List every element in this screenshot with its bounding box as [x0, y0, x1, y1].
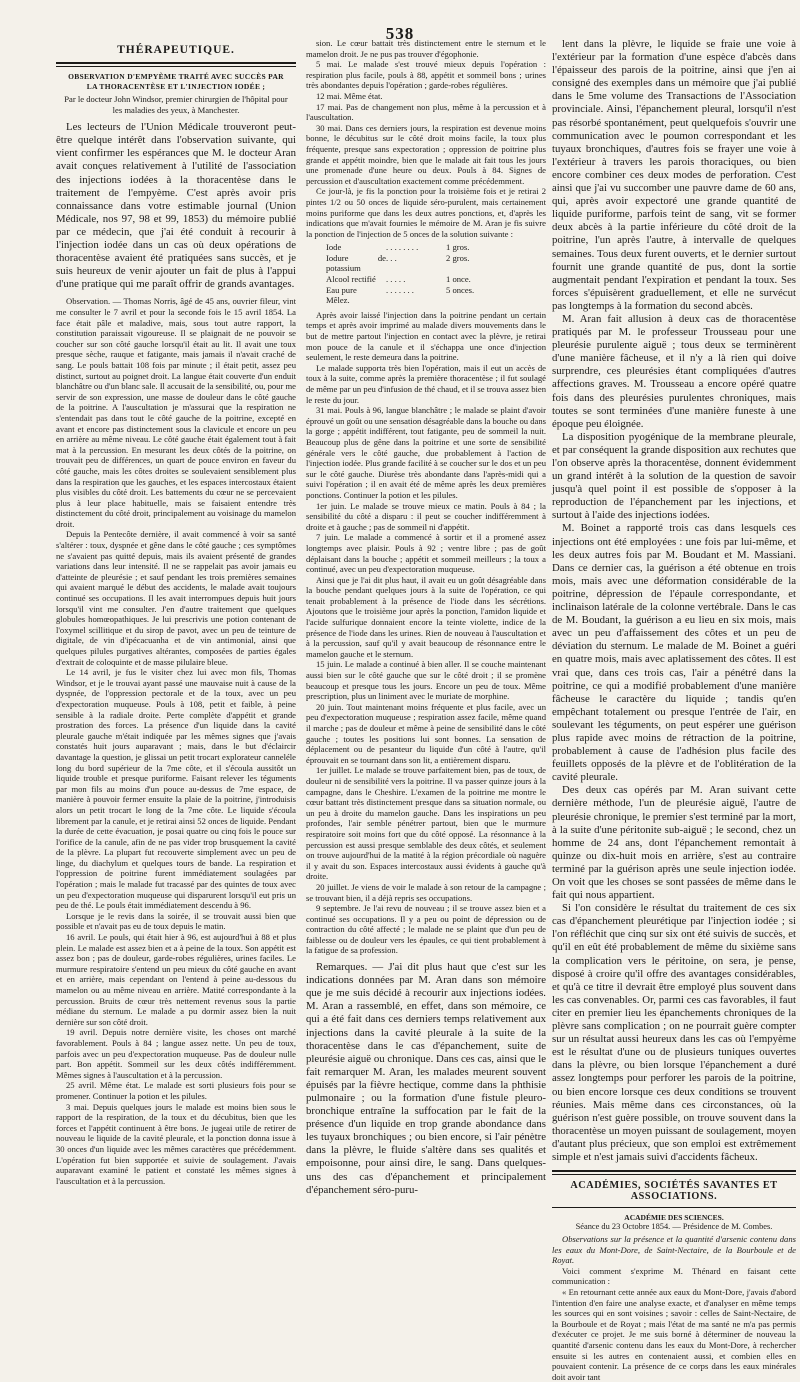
column-left — [56, 38, 296, 1186]
formula-ingredient: Iodure de potassium — [326, 252, 386, 274]
col2-paragraph: 30 mai. Dans ces derniers jours, la respiration est devenue moins bonne, le décubitus sur le côté droit moins facile, la toux plus fréquente, presque sans expectoration ; oppression de poitrine plus grande et appétit moindre, bien que le malade ait fait tous les jours une promenade d'une heure ou deux. Pouls à 84. Signes de percussion et d'auscultation exactement comme précédemment. — [306, 122, 546, 186]
remarks-paragraph: Remarques. — J'ai dit plus haut que c'est sur les indications données par M. Aran dans son mémoire que je me suis décidé à recourir aux injections iodées. M. Aran a rassemblé, en effet, dans son mémoire, ce qui a été fait dans ces derniers temps relativement aux injections dans la cavité pleurale à la suite de la thoracentèse dans le cas d'épanchement, suite de pleurésie aiguë ou chronique. Dans ces cas, ainsi que le fait remarquer M. Aran, les malades meurent souvent épuisés par la fièvre hectique, comme dans la phthisie pulmonaire ; ou la formation d'une fistule pleuro-bronchique entraîne la suffocation par le fait de la présence d'un liquide en trop grande abondance dans les tuyaux bronchiques ; ou bien encore, si l'air pénètre dans la plèvre, le fluide s'altère dans ses qualités et empoisonne, pour ainsi dire, le sang. Dans quelques-uns des cas d'épanchement et principalement d'épanchement séro-puru- — [306, 961, 546, 1196]
formula-amount: 5 onces. — [446, 284, 475, 295]
formula-row — [326, 242, 496, 253]
title-rule — [56, 62, 296, 67]
section-rule — [552, 1170, 796, 1175]
column-right — [552, 38, 796, 1382]
article-title: OBSERVATION D'EMPYÈME TRAITÉ AVEC SUCCÈS PAR LA THORACENTÈSE ET L'INJECTION IODÉE ; — [68, 72, 284, 91]
col2-paragraph: 31 mai. Pouls à 96, langue blanchâtre ; le malade se plaint d'avoir éprouvé un goût ou une sensation désagréable dans la bouche ou dans la gorge ; appétit indifférent, tout fatigante, peu de sommeil la nuit. Beaucoup plus de gêne dans la poitrine et une sorte de sensibilité générale vers le côté gauche, due probablement à l'action de l'injection iodée. Plus grande facilité à se coucher sur le dos et un peu sur le côté gauche. Diurèse très abondante dans l'après-midi qui a suivi l'opération ; il en avait été de même après les deux premières ponctions. Continuer la potion et les pilules. — [306, 405, 546, 500]
col1-paragraph: 16 avril. Le pouls, qui était hier à 96, est aujourd'hui à 88 et plus plein. Le malade est assez bien et a à peine de la toux. Son appétit est assez bon ; pas de douleur, garde-robes régulières, urines faciles. Le murmure respiratoire s'entend un peu mieux du côté gauche en avant et en arrière, mais cependant on l'entend à peine au-dessous du mamelon ou au même niveau en arrière. Matité correspondante à la percussion. Bruits de cœur très nettement revenus sous la partie médiane du sternum. Le malade a pu dormir assez bien la nuit dernière sur son côté droit. — [56, 932, 296, 1027]
col3-paragraph: lent dans la plèvre, le liquide se fraie une voie à l'extérieur par la formation d'une espèce d'abcès dans l'épaisseur des parois de la poitrine, ainsi que j'en ai consigné des exemples dans un mémoire que j'ai publié dans le 5me volume des Transactions de l'Association provinciale. Ainsi, l'épanchement pleural, lorsqu'il n'est pas résorbé spontanément, peut quelquefois s'ouvrir une communication avec le poumon correspondant et les tuyaux bronchiques, d'autres fois se frayer une voie à l'extérieur à travers les parois thoraciques, ou bien encore combiner ces deux modes de perforation. C'est ainsi que j'ai vu succomber une pauvre dame de 60 ans, qui, après avoir expectoré une grande quantité de liquide puriforme, parfois teint de sang, vit se former deux abcès à la partie inférieure du côté droit de la poitrine, l'un après l'autre, à intervalle de quelques semaines. Tous deux furent ouverts, et le dernier surtout fournit une grande quantité de pus, dont la sortie augmentait pendant l'expiration et pendant la toux. Ses forces s'épuisèrent graduellement, et elle ne survécut pas longtemps à la formation du second abcès. — [552, 38, 796, 312]
col2-paragraph: 7 juin. Le malade a commencé à sortir et il a promené assez longtemps avec plaisir. Pouls à 92 ; ventre libre ; pas de goût déplaisant dans la bouche ; appétit et sommeil meilleurs ; la toux a continué, avec un peu d'expectoration muqueuse. — [306, 532, 546, 575]
col3-paragraph: M. Aran fait allusion à deux cas de thoracentèse pratiqués par M. le professeur Trousseau pour une pleurésie purulente aiguë ; tous deux se terminèrent d'une manière fâcheuse, et il n'y a là rien qui doive surprendre, ces pleurésies étant compliquées d'autres affections graves. M. Trousseau a encore opéré quatre fois dans des pleurésies purulentes chroniques, mais toutes se sont terminées d'une manière funeste à une époque peu éloignée. — [552, 312, 796, 430]
iodine-formula — [326, 242, 546, 306]
col2-paragraph: Après avoir laissé l'injection dans la poitrine pendant un certain temps et après avoir imprimé au malade divers mouvements dans le but de mettre partout l'injection en contact avec la plèvre, je retirai mon pouce de la canule et il s'échappa une once d'injection seulement, le reste demeura dans la poitrine. — [306, 309, 546, 363]
formula-ingredient: Iode — [326, 242, 342, 253]
col2-paragraph: Ce jour-là, je fis la ponction pour la troisième fois et je retirai 2 pintes 1/2 ou 50 onces de liquide séro-purulent, mais certainement moins puriforme que dans les deux autres ponctions, et, d'après les indications que m'avait fournies le mémoire de M. Aran je fis suivre la ponction de l'injection de 5 onces de la solution suivante : — [306, 186, 546, 239]
col3-paragraph: Si l'on considère le résultat du traitement de ces six cas d'épanchement pleurétique par l'injection iodée ; si l'on réfléchit que cinq sur six ont été suivis de succès, et qu'il en eût été probablement de même du sixième sans la complication vers le péritoine, on sera, je pense, disposé à croire qu'il offre des avantages considérables, et qu'à ce titre il devrait être employé plus souvent dans les cas convenables. Or, parmi ces cas favorables, il faut citer en premier lieu les épanchements chroniques de la plèvre sans complication ; on ne pourrait guère compter sur un résultat aussi heureux dans les cas où l'empyème est le résultat d'une ou de plusieurs tuniques ouvertes dans la plèvre, ou bien lorsque l'épanchement a duré assez longtemps pour perforer les parois de la poitrine, ou bien encore lorsque ces deux conditions se trouvent réunies. Mais même dans ces circonstances, où la guérison n'est guère possible, on trouve souvent dans la thoracentèse un moyen puissant de soulagement, moyen d'autant plus précieux, que son emploi est extrêmement simple et n'est jamais suivi d'accidents fâcheux. — [552, 902, 796, 1163]
col3-paragraph: M. Boinet a rapporté trois cas dans lesquels ces injections ont été employées : une fois par lui-même, et les deux autres fois par M. Boudant et M. Massiani. Dans ce dernier cas, la guérison a été obtenue en trois mois, mais avec une déformation considérable de la poitrine, dépression de l'épaule correspondante, et inclinaison latérale de la colonne vertébrale. Dans le cas de M. Boudant, la guérison a eu lieu en six mois, mais avec un peu d'affaissement des côtes et un peu de déviation du sternum. Le malade de M. Boinet a guéri en quatre mois, mais avec aplatissement des côtes. Il est vrai que, dans ces trois cas, l'air a pénétré dans la poitrine, ce qui a modifié probablement d'une manière fâcheuse le caractère du liquide ; tandis qu'en empêchant totalement ou presque l'entrée de l'air, en soulevant les téguments, on peut espérer une guérison plus rapide avec moins de rétraction de la poitrine, probablement à cause de l'adhésion plus facile des feuillets opposés de la plèvre et de l'oblitération de la cavité pleurale. — [552, 522, 796, 784]
formula-row — [326, 285, 496, 296]
formula-amount: 1 once. — [446, 274, 471, 285]
article-intro: Les lecteurs de l'Union Médicale trouveront peut-être quelque intérêt dans l'observation suivante, qui vient confirmer les espérances que M. le docteur Aran avait conçues relativement à l'utilité de l'association des injections iodées à la thoracentèse dans le traitement de l'empyème. C'est après avoir pris connaissance dans votre estimable journal (Union Médicale, nos 97, 98 et 99, 1853) du mémoire publié par ce médecin, que j'ai été conduit à recourir à l'injection iodée dans un cas où deux opérations de thoracentèse avaient été pratiquées sans succès, et je suis heureux de venir ajouter un fait de plus à l'appui d'une pratique qui me paraît offrir de grands avantages. — [56, 121, 296, 291]
col1-paragraph: 25 avril. Même état. Le malade est sorti plusieurs fois pour se promener. Continuer la potion et les pilules. — [56, 1080, 296, 1101]
column-middle — [306, 38, 546, 1196]
formula-dots: . . . . . . . . — [386, 242, 419, 253]
formula-amount: 2 gros. — [446, 252, 470, 263]
col3-paragraph: La disposition pyogénique de la membrane pleurale, et par conséquent la grande disposition aux rechutes que l'on observe après la thoracentèse, donnent évidemment un grand intérêt à la solution de la question de savoir jusqu'à quel point il est possible de s'opposer à la reproduction de l'épanchement par les injections, et surtout à l'aide des injections iodées. — [552, 430, 796, 522]
formula-dots: . . . — [386, 252, 397, 263]
section-title: THÉRAPEUTIQUE. — [117, 44, 235, 56]
col2-paragraph: 1er juin. Le malade se trouve mieux ce matin. Pouls à 84 ; la sensibilité du côté a disparu : il peut se coucher indifféremment à droite et à gauche ; pas de sommeil ni d'appétit. — [306, 500, 546, 532]
col2-paragraph: 20 juillet. Je viens de voir le malade à son retour de la campagne ; se trouvant bien, il a déjà repris ses occupations. — [306, 881, 546, 903]
col1-paragraph: Depuis la Pentecôte dernière, il avait commencé à voir sa santé s'altérer : toux, dyspnée et gêne dans le côté gauche ; ces symptômes ne s'avaient pas quitté depuis, mais ils avaient présenté de grandes variations dans leur intensité. Il ne se rappelait pas avoir jamais eu d'atteinte de pleurésie ; et sauf pendant les trois premières semaines qui avaient marqué le début des accidents, le malade avait toujours continué ses occupations. Il les avait interrompues depuis huit jours lorsqu'il vint me consulter. J'en d'autre traitement que quelques globules homœopathiques. Je lui prescrivis une potion contenant de l'oxymel scillitique et du sirop de pavot, avec un peu de teinture de digitale, de vin d'ipécacuanha et de vin antimonial, ainsi que quelques pilules purgatives altérantes, composées de parties égales d'extrait de coloquinte et de masse pilulaire bleue. — [56, 529, 296, 667]
academy-item-title: Observations sur la présence et la quantité d'arsenic contenu dans les eaux du Mont-Dore, de Saint-Nectaire, de la Bourboule et de Royat. — [552, 1234, 796, 1266]
col2-paragraph: sion. Le cœur battait très distinctement entre le sternum et le mamelon droit. Je ne pus pas trouver d'égophonie. — [306, 38, 546, 59]
col2-paragraph: 15 juin. Le malade a continué à bien aller. Il se couche maintenant aussi bien sur le côté gauche que sur le côté droit ; il se promène beaucoup et presque tous les jours. Encore un peu de toux. Même prescription, plus un liniment avec le muriate de morphine. — [306, 659, 546, 702]
formula-amount: 1 gros. — [446, 242, 470, 253]
col2-paragraph: 5 mai. Le malade s'est trouvé mieux depuis l'opération : respiration plus facile, pouls à 88, appétit et sommeil bons ; urines très abondantes depuis l'opération ; garde-robes régulières. — [306, 59, 546, 91]
academies-rule — [552, 1207, 796, 1208]
col2-paragraph: Ainsi que je l'ai dit plus haut, il avait eu un goût désagréable dans la bouche pendant quelques jours à la suite de l'opération, ce qui tenait probablement à la présence de l'iode dans les sécrétions. Ajoutons que le troisième jour après la ponction, l'amidon liquide et l'acide sulfurique donnaient encore la teinte violette, indice de la présence de l'iode dans les urines. Rien de nouveau à l'auscultation et à la percussion, sauf qu'il y avait beaucoup de résonnance entre le mamelon gauche et le sternum. — [306, 574, 546, 659]
formula-row — [326, 253, 496, 274]
formula-dots: . . . . . . . — [386, 284, 414, 295]
col3-paragraph: Des deux cas opérés par M. Aran suivant cette dernière méthode, l'un de pleurésie aiguë, l'autre de pleurésie chronique, le premier s'est terminé par la mort, à la suite d'une péritonite sub-aiguë ; le second, chez un homme de 24 ans, dont l'épanchement remontait à quinze ou dix-huit mois en arrière, s'est au contraire terminé par la guérison après une seule injection iodée. On voit que les choses se sont passées de même dans le fait qui nous appartient. — [552, 784, 796, 902]
col2-paragraph: 17 mai. Pas de changement non plus, même à la percussion et à l'auscultation. — [306, 101, 546, 123]
formula-dots: . . . . . — [386, 274, 406, 285]
academy-item-intro: Voici comment s'exprime M. Thénard en faisant cette communication : — [552, 1265, 796, 1287]
academy-item-text: « En retournant cette année aux eaux du Mont-Dore, j'avais d'abord l'intention d'en faire une analyse exacte, et d'analyser en même temps les sources qui en sont voisines ; savoir : celles de Saint-Nectaire, de la Bourboule et de Royat ; mais l'état de ma santé ne m'a pas permis d'exécuter ce projet. Je me suis borné à déterminer de nouveau la quantité d'arsenic contenu dans les eaux du Mont-Dore, à rechercher ensuite si les autres en contenaient aussi, et combien elles en pouvaient contenir. La présence de ce corps dans les eaux minérales doit avoir tant — [552, 1287, 796, 1382]
academy-subtitle: ACADÉMIE DES SCIENCES. — [624, 1213, 724, 1223]
formula-ingredient: Eau pure — [326, 284, 357, 295]
col2-paragraph: 12 mai. Même état. — [316, 90, 383, 101]
col1-paragraph: 3 mai. Depuis quelques jours le malade est moins bien sous le rapport de la respiration, de la toux et du décubitus, bien que les forces et l'appétit continuent à être bons. Je jugeai utile de retirer de nouveau le liquide de la cavité pleurale, et la ponction donna issue à 30 onces d'un liquide avec les mêmes caractères que précédemment. L'opération fut bien supportée et suivie de soulagement. J'avais auparavant examiné le patient et constaté les mêmes signes à l'auscultation et à la percussion. — [56, 1101, 296, 1186]
col1-paragraph: 19 avril. Depuis notre dernière visite, les choses ont marché favorablement. Pouls à 84 ; langue assez nette. Un peu de toux, parfois avec un peu d'expectoration muqueuse. Pas de douleur nulle part. Bon appétit. Sommeil sur les deux côtés indifféremment. Mêmes signes à l'auscultation et à la percussion. — [56, 1027, 296, 1080]
academy-session: Séance du 23 Octobre 1854. — Présidence de M. Combes. — [575, 1222, 773, 1232]
formula-row — [326, 274, 496, 285]
academies-title: ACADÉMIES, SOCIÉTÉS SAVANTES ET ASSOCIATIONS. — [570, 1180, 778, 1203]
col2-paragraph: Le malade supporta très bien l'opération, mais il eut un accès de toux à la suite, comme après la première thoracentèse ; il fut soulagé de même par un peu d'infusion de thé chaud, et il se trouva assez bien le reste du jour. — [306, 362, 546, 405]
article-byline: Par le docteur John Windsor, premier chirurgien de l'hôpital pour les maladies des yeux, à Manchester. — [64, 94, 288, 115]
col2-paragraph: 1er juillet. Le malade se trouve parfaitement bien, pas de toux, de douleur ni de sensibilité vers la poitrine. Il va passer quinze jours à la campagne, dans le Cheshire. L'examen de la poitrine me montre le cœur battant très distinctement presque dans sa situation normale, ou un peu à droite du mamelon gauche. Dans les inspirations un peu profondes, l'air semble pénétrer partout, bien que le murmure respiratoire soit moins fort que du côté opposé. La résonnance à la percussion est aussi presque semblable des deux côtés, et seulement on trouve aujourd'hui de la matité à la région précordiale où naguère il y avait du son. Espaces intercostaux aussi évidents à gauche qu'à droite. — [306, 765, 546, 882]
col1-paragraph: Lorsque je le revis dans la soirée, il se trouvait aussi bien que possible et n'avait pas eu de toux depuis le matin. — [56, 910, 296, 932]
col1-paragraph: Le 14 avril, je fus le visiter chez lui avec mon fils, Thomas Windsor, et je le trouvai ayant passé une mauvaise nuit à cause de la dyspnée, de l'oppression pectorale et de la toux, avec un peu d'expectoration muqueuse. Pouls à 108, petit et faible, à peine sensible à la radiale droite. Perte complète d'appétit et grande prostration des forces. La présence d'un liquide dans la cavité pleurale gauche m'était indiquée par les mêmes signes que j'avais constatés huit jours auparavant ; mais, dans le but d'éclaircir davantage la question, je glissai un petit trocart explorateur canneléle long du bord supérieur de la 7me côte, et il s'écoula aussitôt un liquide trouble et presque puriforme. Faisant relever les téguments par mon fils au moins d'un pouce au-dessus de 7me espace, de manière à pouvoir fermer ensuite la plaie de la poitrine, j'introduisis alors un petit trocart le long de la 7me côte. Le liquide s'écoula librement par la canule, et je retirai ainsi 52 onces de liquide. Pendant la durée de cette évacuation, je posai quatre ou cinq fois le pouce sur l'orifice de la canule, afin de ne pas vider trop brusquement la cavité de la plèvre. La plupart fut recouverte simplement avec un peu de linge, du diachylum et quelques tours de bande. La respiration et l'oppression de poitrine furent immédiatement soulagées par l'opération ; mais le malade fut tracassé par des quintes de toux avec un peu d'expectoration muqueuse qui disparurent lorsqu'il eut pris un peu de thé. Le pouls était immédiatement descendu à 96. — [56, 667, 296, 911]
col2-paragraph: 20 juin. Tout maintenant moins fréquente et plus facile, avec un peu d'expectoration muqueuse ; respiration assez facile, même quand il marche ; pas de douleur et même à peine de sensibilité dans le côté gauche ; toutes les positions lui sont bonnes. La sensation de déplacement ou de pesanteur du liquide d'un côté à l'autre, qu'il éprouvait en se tournant dans son lit, a entièrement disparu. — [306, 701, 546, 765]
formula-footer: Mêlez. — [326, 295, 350, 306]
col2-paragraph: 9 septembre. Je l'ai revu de nouveau ; il se trouve assez bien et a continué ses occupations. Il y a peu ou point de dépression ou de contraction du côté affecté ; le malade ne se plaint que d'un peu de faiblesse ou de douleur vers les épaules, ce qui tient probablement à la fatigue de sa profession. — [306, 903, 546, 956]
col1-paragraph: Observation. — Thomas Norris, âgé de 45 ans, ouvrier fileur, vint me consulter le 7 avril et pour la seconde fois le 15 avril 1854. La face était pâle et maladive, mais, sous tout autre rapport, la constitution paraissait vigoureuse. Il se plaignait de ne pouvoir se coucher sur son côté gauche lorsqu'il était au lit. Il avait une toux presque sèche, rauque et fatigante, mais jamais il n'avait craché de sang. Le pouls battait 108 fois par minute ; il était petit, assez peu distinct, surtout au poignet droit. La langue était couverte d'un enduit blanchâtre ou d'un blanc sale. Il accusait de la sensibilité, ou, pour me servir de son expression, une masse de douleur dans le côté gauche de la poitrine. A l'auscultation je m'assurai que la respiration ne s'entendait pas dans tout le côté gauche de la poitrine, excepté en avant et encore pas distinctement sous la clavicule et encore un peu en arrière au même niveau. Le côté gauche était également tout à fait mat à la percussion. En mesurant les deux côtés de la poitrine, on trouvait peu de différences, un quart de pouce environ en faveur du côté gauche, mais les côtes droites se soulevaient sensiblement plus dans la respiration que les gauches, et les espaces intercostaux étaient plus visibles du côté droit. Les battements du cœur ne se percevaient plus à leur place habituelle, mais se faisaient entendre très distinctement du côté droit, principalement au voisinage du mamelon droit. — [56, 296, 296, 529]
page-number: 538 — [385, 24, 415, 43]
formula-ingredient: Alcool rectifié — [326, 274, 376, 285]
